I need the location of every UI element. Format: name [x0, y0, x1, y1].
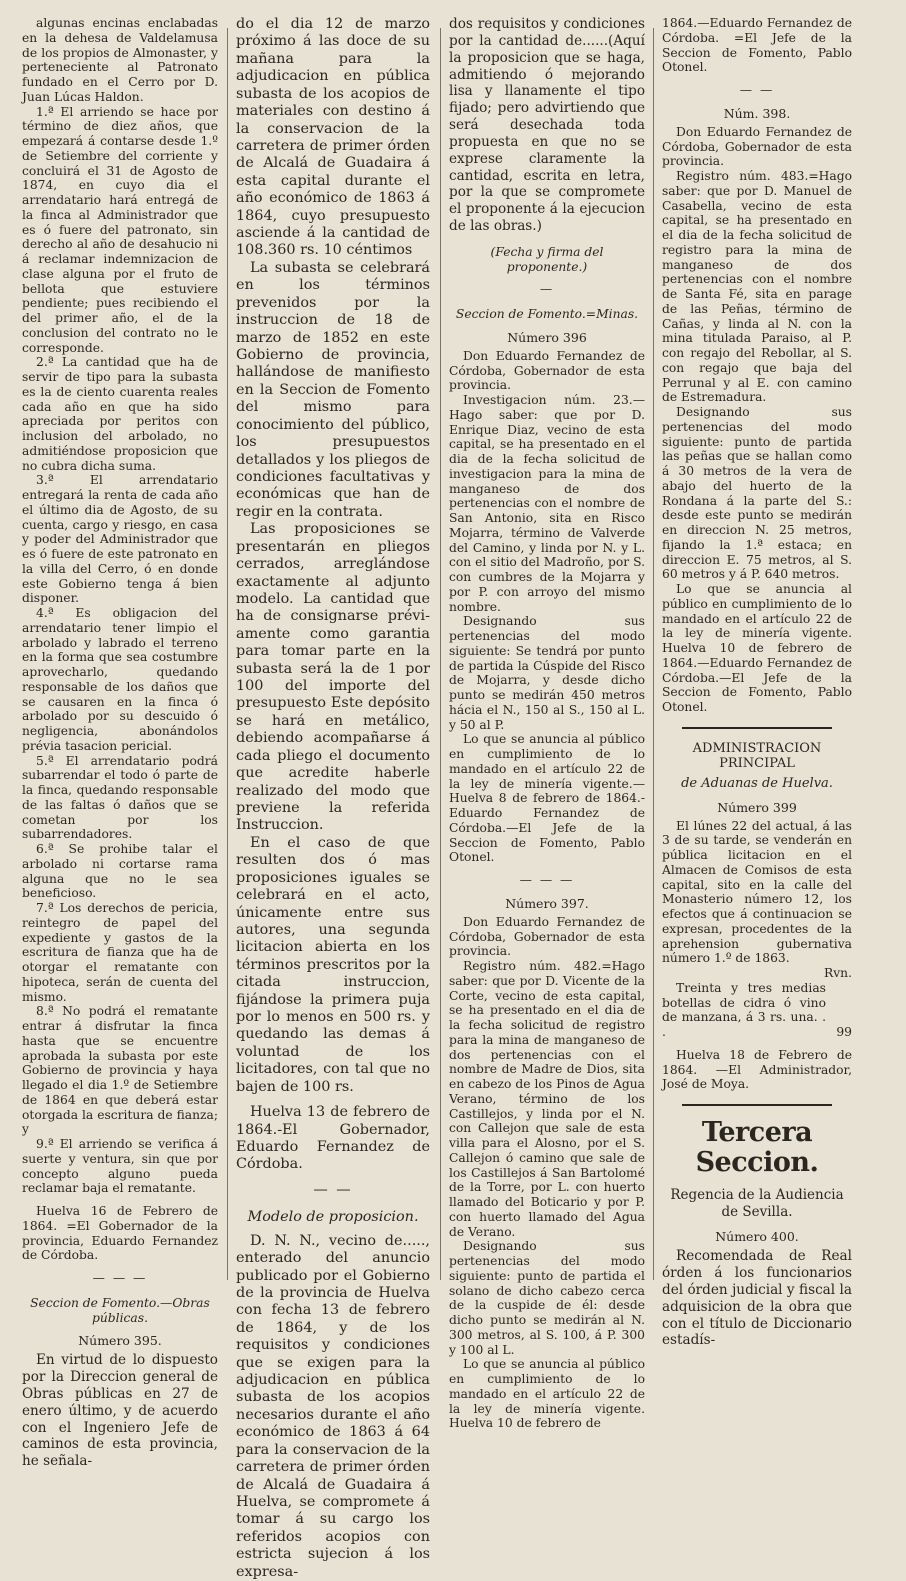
- model-text: D. N. N., vecino de....., enterado del anuncio publicado por el Gobierno de la provincia de Huelva con fecha 13 de febrero de 1864, y de los requisitos y condiciones que se exigen para la adjudicacion en pública subasta de los acopios necesarios durante el año económico de 1863 á 64 para la conservacion de la carretera de primer órden de Alcalá de Guadaira á Huelva, se compromete á tomar á su cargo los referidos acopios con estricta sujecion á los expresa-: [236, 1232, 430, 1580]
- item-price: 99: [836, 1025, 852, 1040]
- item-description: Treinta y tres medias botellas de cidra ó vino de manzana, á 3 rs. una. . .: [662, 980, 826, 1040]
- clause-4: 4.ª Es obligacion del arrendatario tener limpio el arbolado y labrado el terreno en la forma que sea costumbre aprovecharlo, quedando responsable de los daños que se causaren en la finca ó arbolado por su descuido ó negligencia, abonándolos prévia tasacion pericial.: [22, 606, 218, 753]
- clause-6: 6.ª Se prohibe talar el arbolado ni cortarse rama alguna que no le sea beneficioso.: [22, 842, 218, 901]
- notice-body: 1864.—Eduardo Fernandez de Córdoba. =El Jefe de la Seccion de Fomento, Pablo Otonel.: [662, 16, 852, 75]
- notice-number: Número 397.: [505, 895, 589, 911]
- signature: Huelva 18 de Febrero de 1864. —El Administrador, José de Moya.: [662, 1047, 852, 1092]
- court-heading: Regencia de la Audiencia de Sevilla.: [670, 1187, 844, 1221]
- divider: — — —: [92, 1271, 148, 1285]
- clause-7: 7.ª Los derechos de pericia, reintegro de papel del expediente y gastos de la escritura de fianza que ha de otorgar el rematante con hipoteca, serán de cuenta del mismo.: [22, 901, 218, 1004]
- notice-body: Designando sus pertenencias del modo siguiente: Se tendrá por punto de partida la Cúspide del Risco de Mojarra, y desde dicho punto se medirán 450 metros hácia el N., 150 al S., 150 al L. y 50 al P.: [449, 614, 645, 732]
- clause-8: 8.ª No podrá el rematante entrar á disfrutar la finca hasta que se encuentre aprobada la subasta por este Gobierno de provincia y haya llegado el dia 1.º de Setiembre de 1864 en que deberá estar otorgada la escritura de fianza; y: [22, 1004, 218, 1137]
- notice-body: El lúnes 22 del actual, á las 3 de su tarde, se venderán en pública licitacion en el Almacen de Comisos de esta capital, sito en la calle del Monasterio número 12, los efectos que á continuacion se expresan, procedentes de la aprehension gubernativa número 1.º de 1863.: [662, 818, 852, 966]
- column-3: [449, 16, 645, 1431]
- notice-body: Investigacion núm. 23.—Hago saber: que por D. Enrique Diaz, vecino de esta capital, se ha presentado en el dia de la fecha solicitud de investigacion para la mina de manganeso de dos pertenencias con el nombre de San Antonio, sita en Risco Mojarra, término de Valverde del Camino, y linda por N. y L. con el sitio del Madroño, por S. con cumbres de la Mojarra y por P. con arroyo del mismo nombre.: [449, 393, 645, 614]
- date-signature-note: (Fecha y firma del proponente.): [490, 244, 604, 274]
- admin-heading: ADMINISTRACION PRINCIPAL: [692, 740, 822, 772]
- section-title: Tercera Seccion.: [695, 1117, 819, 1178]
- signature: Huelva 16 de Febrero de 1864. =El Gobernador de la provincia, Eduardo Fernandez de Córdoba.: [22, 1204, 218, 1263]
- notice-number: Número 395.: [78, 1333, 162, 1349]
- item-row: [662, 981, 852, 1040]
- section-heading: Seccion de Fomento.=Minas.: [455, 307, 639, 322]
- notice-header: Don Eduardo Fernandez de Córdoba, Gobernador de esta provincia.: [449, 348, 645, 393]
- notice-body: En virtud de lo dispuesto por la Direccion general de Obras públicas en 27 de enero último, y de acuerdo con el Ingeniero Jefe de caminos de esta provincia, he señala-: [22, 1352, 218, 1470]
- notice-body: Registro núm. 482.=Hago saber: que por D. Vicente de la Corte, vecino de esta capital, se ha presentado en el dia de la fecha solicitud de registro para la mina de manganeso de dos pertenencias con el nombre de Madre de Dios, sita en cabezo de los Pinos de Agua Verano, término de los Castillejos, y linda por el N. con Callejon que sale de esta villa para el Alosno, por el S. Callejon ó camino que sale de los Castillejos á San Bartolomé de la Torre, por L. con huerto llamado del Boticario y por P. con huerto llamado del Agua de Verano.: [449, 959, 645, 1239]
- signature: Huelva 13 de febrero de 1864.-El Gobernador, Eduardo Fernandez de Córdoba.: [236, 1104, 430, 1173]
- notice-number: Número 400.: [715, 1229, 799, 1245]
- clause-2: 2.ª La cantidad que ha de servir de tipo para la subasta es la de ciento cuarenta reales cada año en que ha sido apreciada por peritos con inclusion del arbolado, no admitiéndose proposicion que no cubra dicha suma.: [22, 355, 218, 473]
- notice-header: Don Eduardo Fernandez de Córdoba, Gobernador de esta provincia.: [662, 124, 852, 169]
- notice-body: Designando sus pertenencias del modo siguiente: punto de partida las peñas que se hallan como á 30 metros de la vera de abajo del huerto de la Rondana á la parte del S.: desde este punto se medirán en direccion N. 25 metros, fijando la 1.ª estaca; en direccion E. 75 metros, al S. 60 metros y á P. 640 metros.: [662, 405, 852, 582]
- column-1: [22, 16, 218, 1470]
- column-rule: [227, 28, 228, 1280]
- clause-9: 9.ª El arriendo se verifica á suerte y ventura, sin que por concepto alguno pueda reclamar baja el rematante.: [22, 1137, 218, 1196]
- intro-paragraph: algunas encinas enclabadas en la dehesa de Valdelamusa de los propios de Almonaster, y perteneciente al Patronato fundado en el Cerro por D. Juan Lúcas Haldon.: [22, 16, 218, 104]
- currency-label: Rvn.: [823, 966, 852, 981]
- section-heading: Seccion de Fomento.—Obras públicas.: [30, 1295, 210, 1325]
- notice-body: Designando sus pertenencias del modo siguiente: punto de partida el solano de dicho cabezo cerca de la cuspide de él: desde dicho punto se medirán al N. 300 metros, al S. 100, á P. 300 y 100 al L.: [449, 1239, 645, 1357]
- notice-header: Don Eduardo Fernandez de Córdoba, Gobernador de esta provincia.: [449, 914, 645, 959]
- rule-line: [682, 1104, 832, 1106]
- column-rule: [440, 28, 441, 1280]
- notice-body: Lo que se anuncia al público en cumplimiento de lo mandado en el artículo 22 de la ley de minería vigente. Huelva 10 de febrero de 1864.—Eduardo Fernandez de Córdoba.—El Jefe de la Seccion de Fomento, Pablo Otonel.: [662, 582, 852, 714]
- divider: — —: [739, 83, 775, 97]
- model-text-continued: dos requisitos y condiciones por la cantidad de......(Aquí la proposicion que se haga, admitiendo ó mejorando lisa y llanamente el tipo fijado; pero advirtiendo que será desechada toda propuesta en que no se exprese claramente la cantidad, escrita en letra, por la que se compromete el proponente á la ejecucion de las obras.): [449, 16, 645, 235]
- notice-number: Núm. 398.: [723, 105, 791, 121]
- divider: — — —: [519, 873, 575, 888]
- clause-5: 5.ª El arrendatario podrá subarrendar el todo ó parte de la finca, quedando responsable de las faltas ó daños que se cometan por los subarrendadores.: [22, 753, 218, 842]
- rule-line: [682, 727, 832, 729]
- notice-paragraph: Las proposiciones se presentarán en pliegos cerrados, arreglándose exactamente al adjunto modelo. La cantidad que ha de consignarse préviamente como garantia para tomar parte en la subasta será la de 1 por 100 del importe del presupuesto Este depósito se hará en metálico, debiendo acompañarse á cada pliego el documento que acredite haberle realizado del modo que previene la referida Instruccion.: [236, 521, 430, 834]
- notice-body: Lo que se anuncia al público en cumplimiento de lo mandado en el artículo 22 de la ley de minería vigente. Huelva 10 de febrero de: [449, 1357, 645, 1431]
- notice-paragraph: En el caso de que resulten dos ó mas proposiciones iguales se celebrará en el acto, únicamente entre sus autores, una segunda licitacion abierta en los términos prescritos por la citada instruccion, fijándose la primera puja por lo menos en 500 rs. y quedando las demas á voluntad de los licitadores, con tal que no bajen de 100 rs.: [236, 834, 430, 1095]
- column-rule: [653, 28, 654, 1280]
- notice-number: Número 399: [717, 799, 797, 815]
- clause-1: 1.ª El arriendo se hace por término de diez años, que empezará á contarse desde 1.º de Setiembre del corriente y concluirá el 31 de Agosto de 1874, en cuyo dia el arrendatario hará entregá de la finca al Administrador que es ó fuere del patronato, sin derecho al año de desahucio ni á reclamar indemnizacion de clase alguna por el fruto de bellota que estuviere pendiente; pues recibiendo el del primer año, el de la conclusion del contrato no le corresponde.: [22, 104, 218, 355]
- model-heading: Modelo de proposicion.: [247, 1209, 419, 1226]
- clause-3: 3.ª El arrendatario entregará la renta de cada año el último dia de Agosto, de su cuenta, cargo y riesgo, en casa y poder del Administrador que es ó fuere de este patronato en la villa del Cerro, ó en donde este Gobierno tenga á bien disponer.: [22, 473, 218, 606]
- column-4: [662, 16, 852, 1349]
- divider: —: [539, 282, 555, 297]
- notice-number: Número 396: [507, 329, 587, 345]
- notice-body: Registro núm. 483.=Hago saber: que por D. Manuel de Casabella, vecino de esta capital, se ha presentado en el dia de la fecha solicitud de registro para la mina de manganeso de dos pertenencias con el nombre de Santa Fé, sita en parage de las Peñas, término de Cañas, y linda al N. con la mina titulada Paraiso, al P. con regajo del Rebollar, al S. con regajo que baja del Perrunal y al E. con camino de Estremadura.: [662, 169, 852, 405]
- notice-body: Lo que se anuncia al público en cumplimiento de lo mandado en el artículo 22 de la ley de minería vigente.—Huelva 8 de febrero de 1864.-Eduardo Fernandez de Córdoba.—El Jefe de la Seccion de Fomento, Pablo Otonel.: [449, 732, 645, 865]
- notice-body: Recomendada de Real órden á los funcionarios del órden judicial y fiscal la adquisicion de la obra que con el título de Diccionario estadís-: [662, 1248, 852, 1349]
- divider: — —: [313, 1181, 353, 1198]
- notice-body: do el dia 12 de marzo próximo á las doce de su mañana para la adjudicacion en pública subasta de los acopios de materiales con destino á la conservacion de la carretera de primer órden de Alcalá de Guadaira á esta capital durante el año económico de 1863 á 1864, cuyo presupuesto asciende á la cantidad de 108.360 rs. 10 céntimos: [236, 16, 430, 259]
- admin-subheading: de Aduanas de Huelva.: [681, 775, 833, 791]
- notice-paragraph: La subasta se celebrará en los términos prevenidos por la instruccion de 18 de marzo de 1852 en este Gobierno de provincia, hallándose de manifiesto en la Seccion de Fomento del mismo para conocimiento del público, los presupuestos detallados y los pliegos de condiciones facultativas y económicas que han de regir en la contrata.: [236, 259, 430, 520]
- column-2: [236, 16, 430, 1580]
